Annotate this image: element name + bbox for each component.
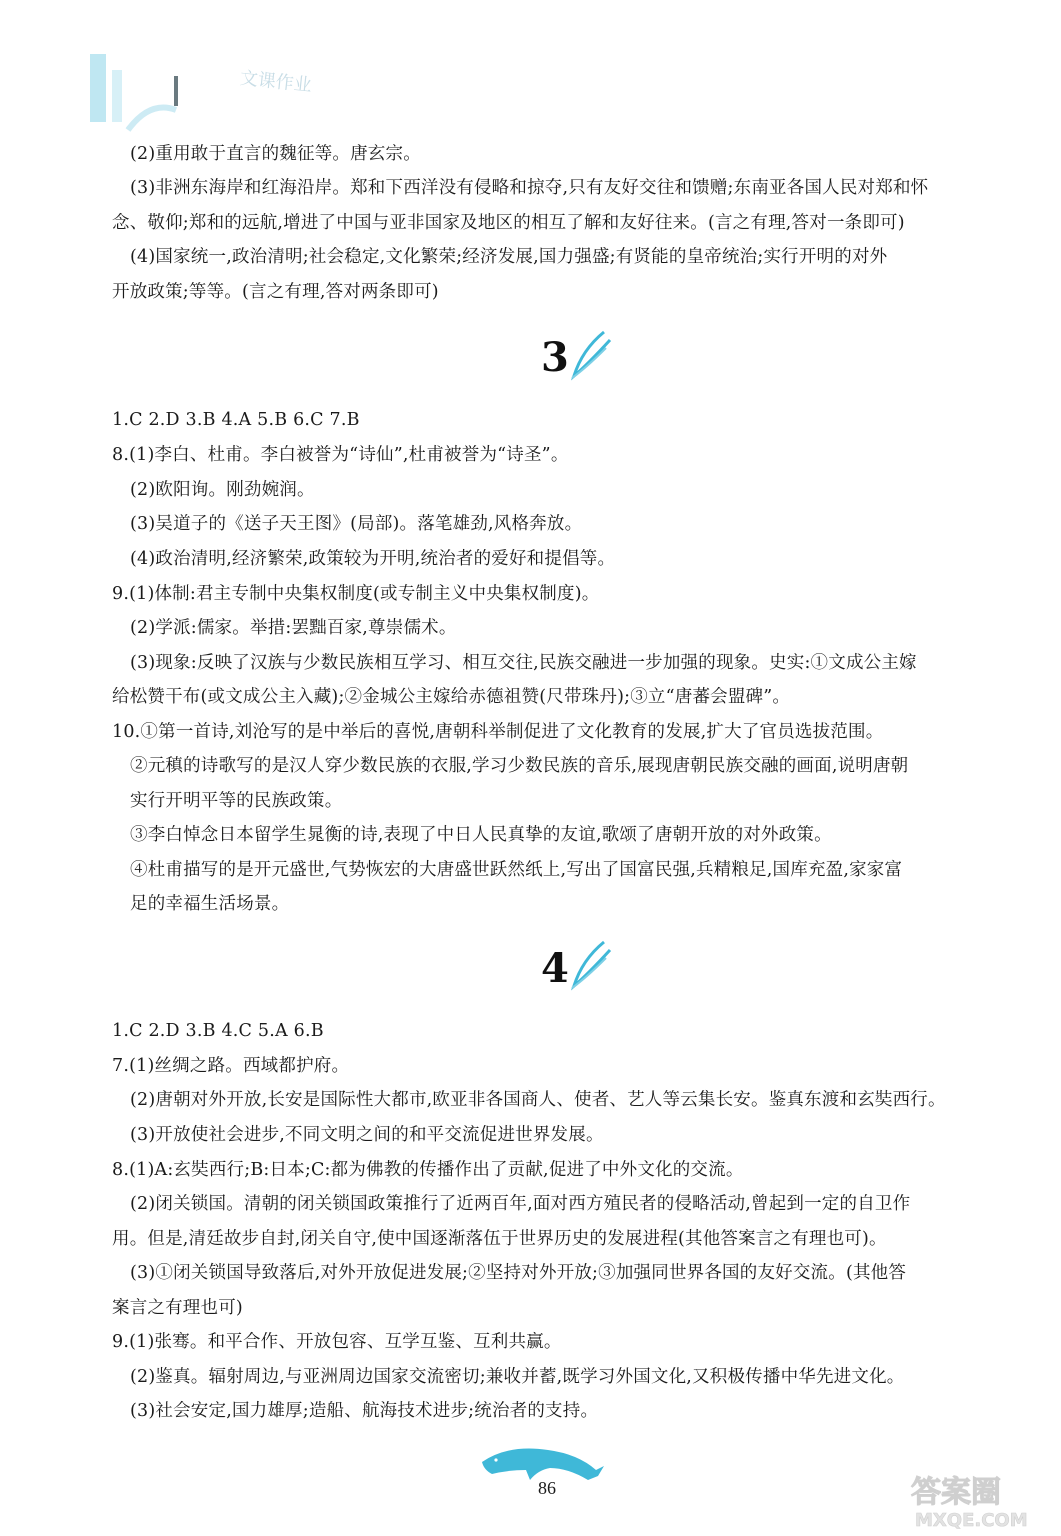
answer-line: (3)吴道子的《送子天王图》(局部)。落笔雄劲,风格奔放。: [130, 514, 583, 534]
answer-line: (2)学派:儒家。举措:罢黜百家,尊崇儒术。: [130, 618, 457, 638]
answer-line: 足的幸福生活场景。: [130, 894, 290, 914]
answer-line: (4)政治清明,经济繁荣,政策较为开明,统治者的爱好和提倡等。: [130, 549, 616, 569]
answer-line: ③李白悼念日本留学生晁衡的诗,表现了中日人民真挚的友谊,歌颂了唐朝开放的对外政策。: [130, 825, 832, 845]
answer-line: (3)非洲东海岸和红海沿岸。郑和下西洋没有侵略和掠夺,只有友好交往和馈赠;东南亚各国人民对郑和怀: [130, 178, 929, 198]
answer-line: 8.(1)李白、杜甫。李白被誉为“诗仙”,杜甫被誉为“诗圣”。: [112, 445, 569, 465]
answer-line: 9.(1)体制:君主专制中央集权制度(或专制主义中央集权制度)。: [112, 584, 600, 604]
answer-line: (3)①闭关锁国导致落后,对外开放促进发展;②坚持对外开放;③加强同世界各国的友好交流。(其他答: [130, 1263, 907, 1283]
section-number: 3: [541, 334, 569, 381]
answer-line: (4)国家统一,政治清明;社会稳定,文化繁荣;经济发展,国力强盛;有贤能的皇帝统治;实行开明的对外: [130, 247, 888, 267]
answer-line: 7.(1)丝绸之路。西域都护府。: [112, 1056, 350, 1076]
answer-line: 给松赞干布(或文成公主入藏);②金城公主嫁给赤德祖赞(尺带珠丹);③立“唐蕃会盟碑”。: [112, 687, 791, 707]
answer-line: 8.(1)A:玄奘西行;B:日本;C:都为佛教的传播作出了贡献,促进了中外文化的交流。: [112, 1160, 744, 1180]
page-number: 86: [538, 1478, 556, 1498]
answer-line: 1.C 2.D 3.B 4.A 5.B 6.C 7.B: [112, 410, 360, 430]
svg-text:文课作业: 文课作业: [238, 67, 313, 97]
answer-line: 案言之有理也可): [112, 1298, 243, 1318]
answer-line: 开放政策;等等。(言之有理,答对两条即可): [112, 282, 439, 302]
answer-line: 10.①第一首诗,刘沧写的是中举后的喜悦,唐朝科举制促进了文化教育的发展,扩大了官员选拔范围。: [112, 722, 884, 742]
watermark-logo: [905, 1468, 1055, 1532]
answer-line: (3)社会安定,国力雄厚;造船、航海技术进步;统治者的支持。: [130, 1401, 599, 1421]
answer-line: ②元稹的诗歌写的是汉人穿少数民族的衣服,学习少数民族的音乐,展现唐朝民族交融的画面,说明唐朝: [130, 756, 909, 776]
swoosh-icon: [566, 328, 614, 384]
answer-line: (2)重用敢于直言的魏征等。唐玄宗。: [130, 144, 421, 164]
answer-line: ④杜甫描写的是开元盛世,气势恢宏的大唐盛世跃然纸上,写出了国富民强,兵精粮足,国库充盈,家家富: [130, 860, 903, 880]
answer-line: 9.(1)张骞。和平合作、开放包容、互学互鉴、互利共赢。: [112, 1332, 562, 1352]
answer-line: (2)欧阳询。刚劲婉润。: [130, 480, 315, 500]
answer-line: (3)开放使社会进步,不同文明之间的和平交流促进世界发展。: [130, 1125, 604, 1145]
answer-line: 实行开明平等的民族政策。: [130, 791, 343, 811]
svg-text:答案圈: 答案圈: [911, 1475, 1001, 1510]
answer-line: (2)鉴真。辐射周边,与亚洲周边国家交流密切;兼收并蓄,既学习外国文化,又积极传播中华先进文化。: [130, 1367, 905, 1387]
svg-text:MXQE.COM: MXQE.COM: [915, 1510, 1028, 1531]
answer-line: (2)闭关锁国。清朝的闭关锁国政策推行了近两百年,面对西方殖民者的侵略活动,曾起到一定的自卫作: [130, 1194, 911, 1214]
answer-line: (2)唐朝对外开放,长安是国际性大都市,欧亚非各国商人、使者、艺人等云集长安。鉴真东渡和玄奘西行。: [130, 1090, 946, 1110]
answer-line: 念、敬仰;郑和的远航,增进了中国与亚非国家及地区的相互了解和友好往来。(言之有理,答对一条即可): [112, 213, 905, 233]
answer-line: 用。但是,清廷故步自封,闭关自守,使中国逐渐落伍于世界历史的发展进程(其他答案言之有理也可)。: [112, 1229, 887, 1249]
section-number: 4: [541, 945, 569, 992]
book-logo-icon: [80, 40, 380, 150]
answer-line: (3)现象:反映了汉族与少数民族相互学习、相互交往,民族交融进一步加强的现象。史实:①文成公主嫁: [130, 653, 917, 673]
swoosh-icon: [566, 938, 614, 994]
answer-line: 1.C 2.D 3.B 4.C 5.A 6.B: [112, 1021, 324, 1041]
